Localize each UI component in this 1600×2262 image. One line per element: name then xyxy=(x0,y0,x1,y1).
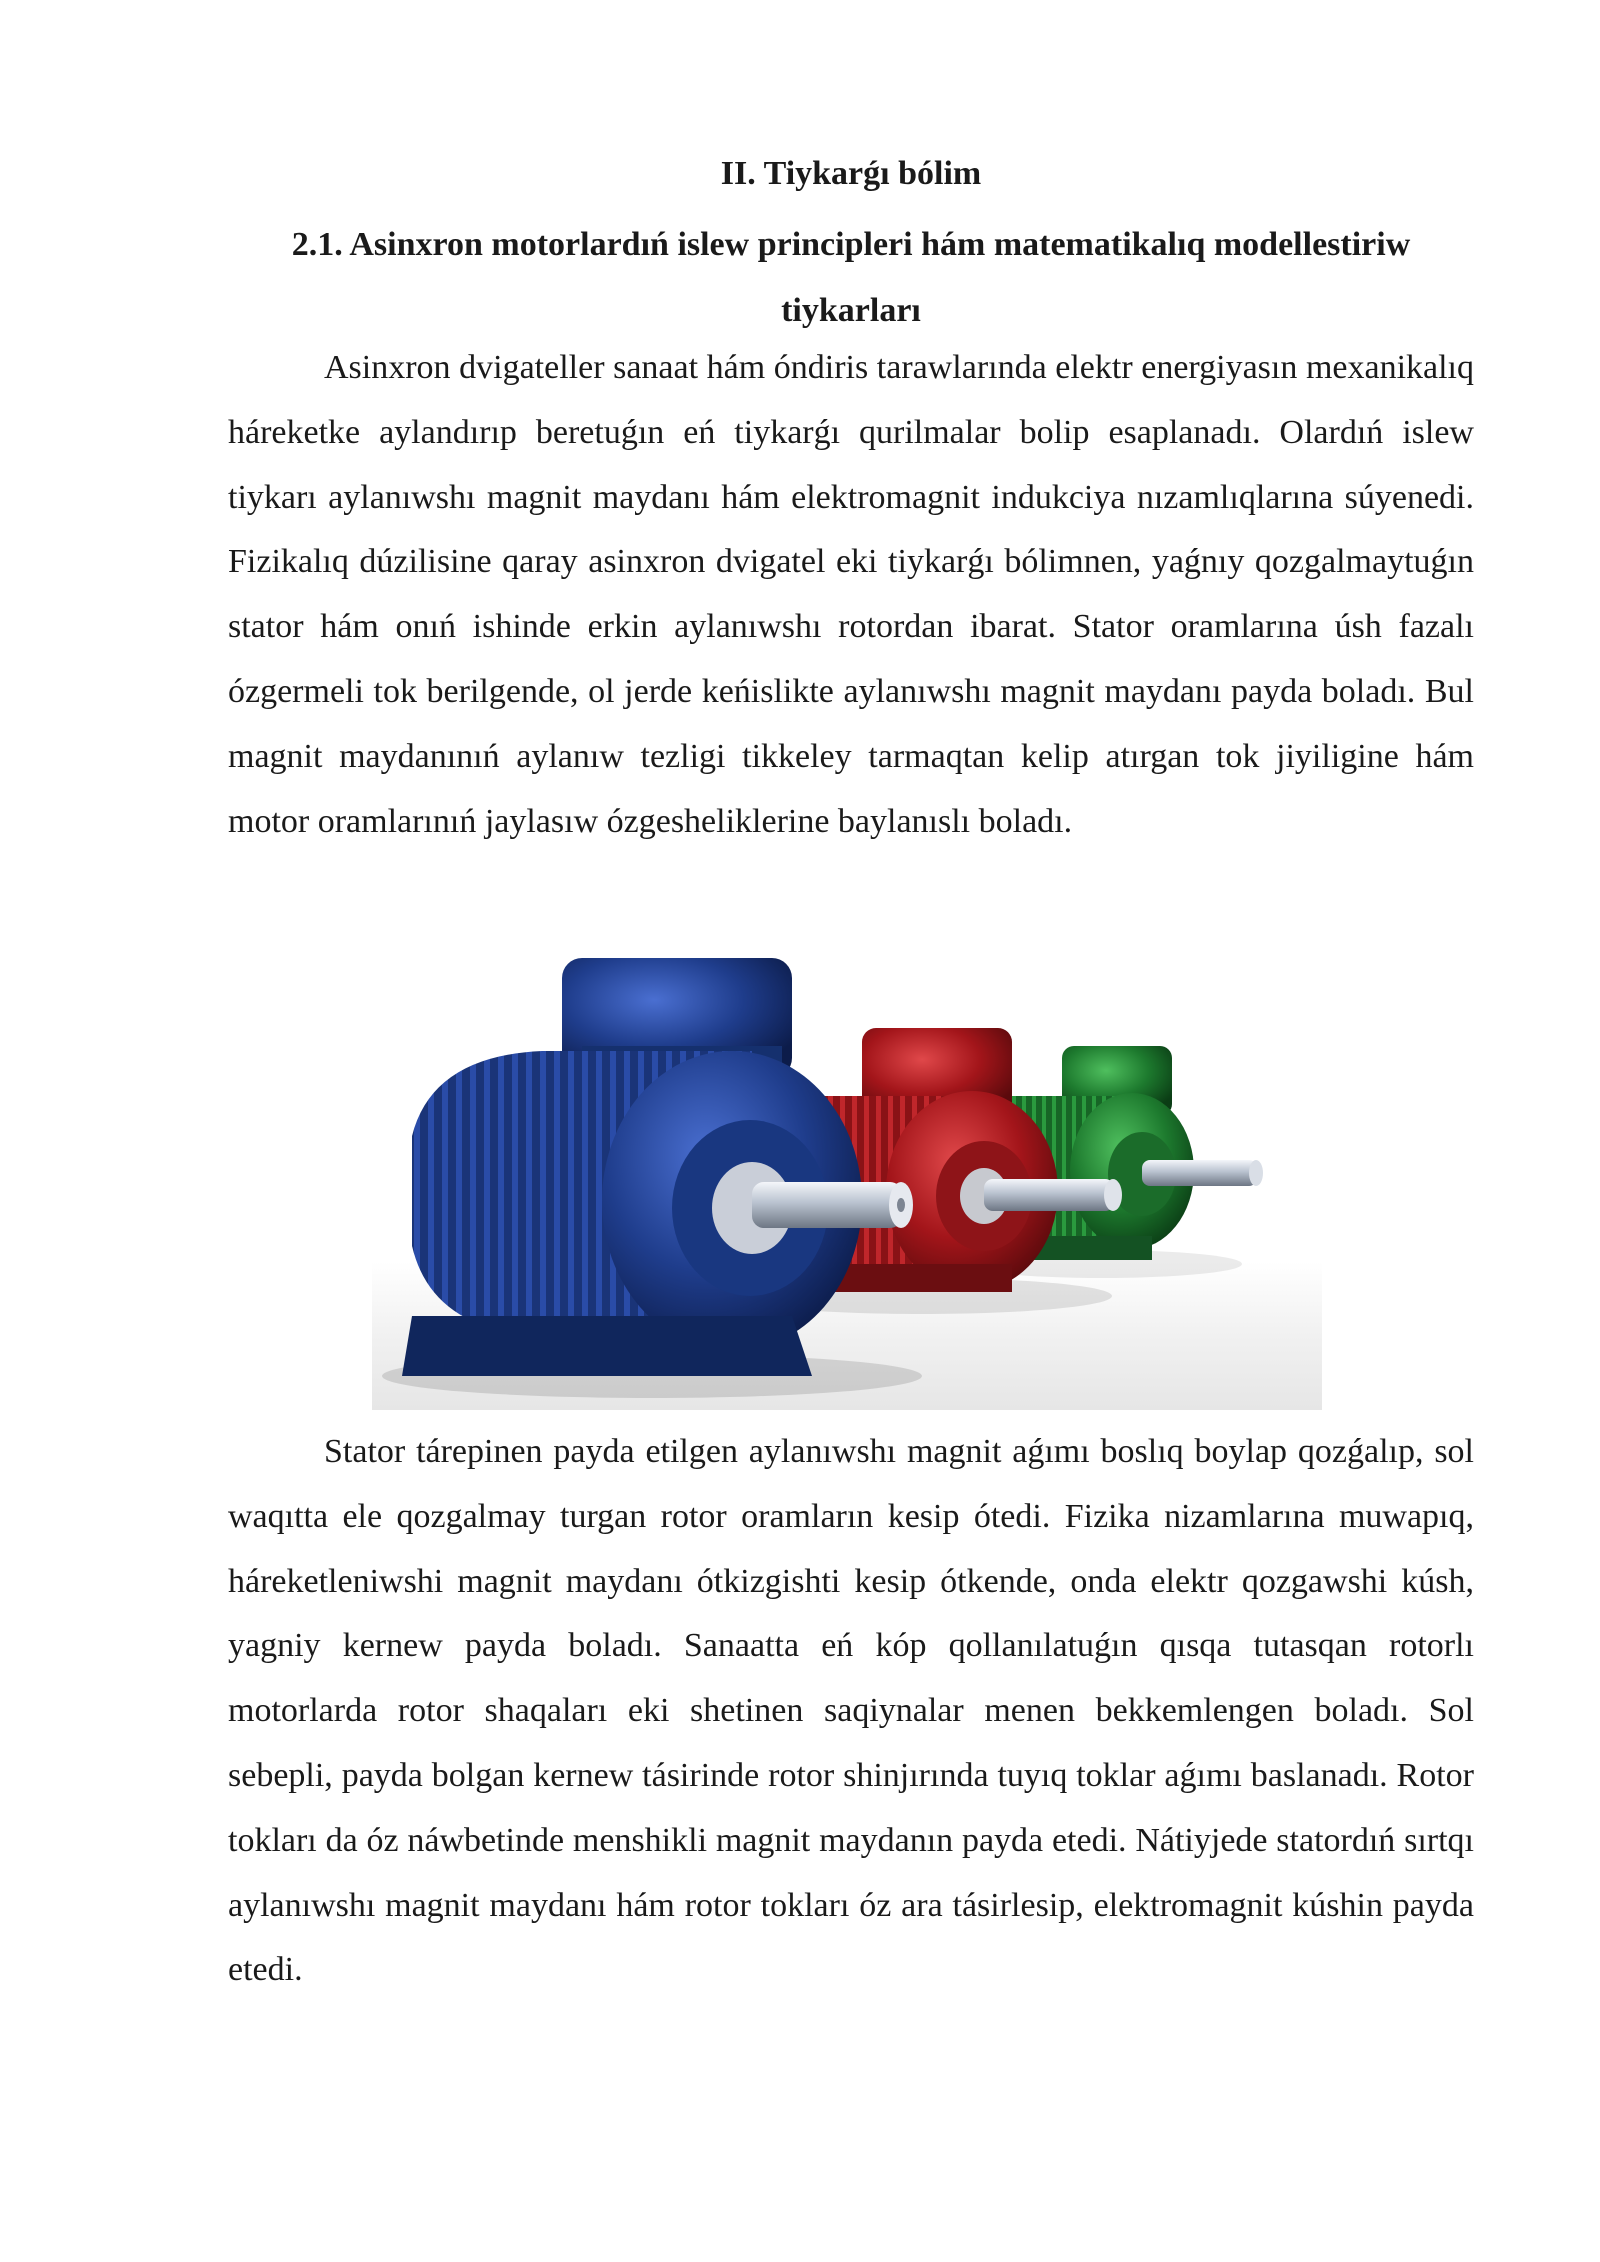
paragraph-principle: Stator tárepinen payda etilgen aylanıwshı magnit aǵımı boslıq boylap qozǵalıp, sol waqıtta ele qozgalmay turgan rotor oramların kesip ótedi. Fizika nizamlarına muwapıq, háreketleniwshi magnit maydanı ótkizgishti kesip ótkende, onda elektr qozgawshi kúsh, yagniy kernew payda boladı. Sanaatta eń kóp qollanılatuǵın qısqa tutasqan rotorlı motorlarda rotor shaqaları eki shetinen saqiynalar menen bekkemlengen boladı. Sol sebepli, payda bolgan kernew tásirinde rotor shinjırında tuyıq toklar aǵımı baslanadı. Rotor tokları da óz náwbetinde menshikli magnit maydanın payda etedi. Nátiyjede statordıń sırtqı aylanıwshı magnit maydanı hám rotor tokları óz ara tásirlesip, elektromagnit kúshin payda etedi. xyxy=(228,1433,1474,1989)
motors-figure xyxy=(372,946,1322,1410)
section-heading: 2.1. Asinxron motorlardıń islew principleri hám matematikalıq modellestiriw tiykarları xyxy=(291,226,1411,329)
electric-motors-image xyxy=(372,946,1322,1410)
chapter-heading: II. Tiykarǵı bólim xyxy=(720,155,982,192)
paragraph-intro: Asinxron dvigateller sanaat hám óndiris tarawlarında elektr energiyasın mexanikalıq háreketke aylandırıp beretuǵın eń tiykarǵı qurilmalar bolip esaplanadı. Olardıń islew tiykarı aylanıwshı magnit maydanı hám elektromagnit indukciya nızamlıqlarına súyenedi. Fizikalıq dúzilisine qaray asinxron dvigatel eki tiykarǵı bólimnen, yaǵnıy qozgalmaytuǵın stator hám onıń ishinde erkin aylanıwshı rotordan ibarat. Stator oramlarına úsh fazalı ózgermeli tok berilgende, ol jerde keńislikte aylanıwshı magnit maydanı payda boladı. Bul magnit maydanınıń aylanıw tezligi tikkeley tarmaqtan kelip atırgan tok jiyiligine hám motor oramlarınıń jaylasıw ózgesheliklerine baylanıslı boladı. xyxy=(228,349,1474,840)
blue-motor xyxy=(382,958,922,1398)
